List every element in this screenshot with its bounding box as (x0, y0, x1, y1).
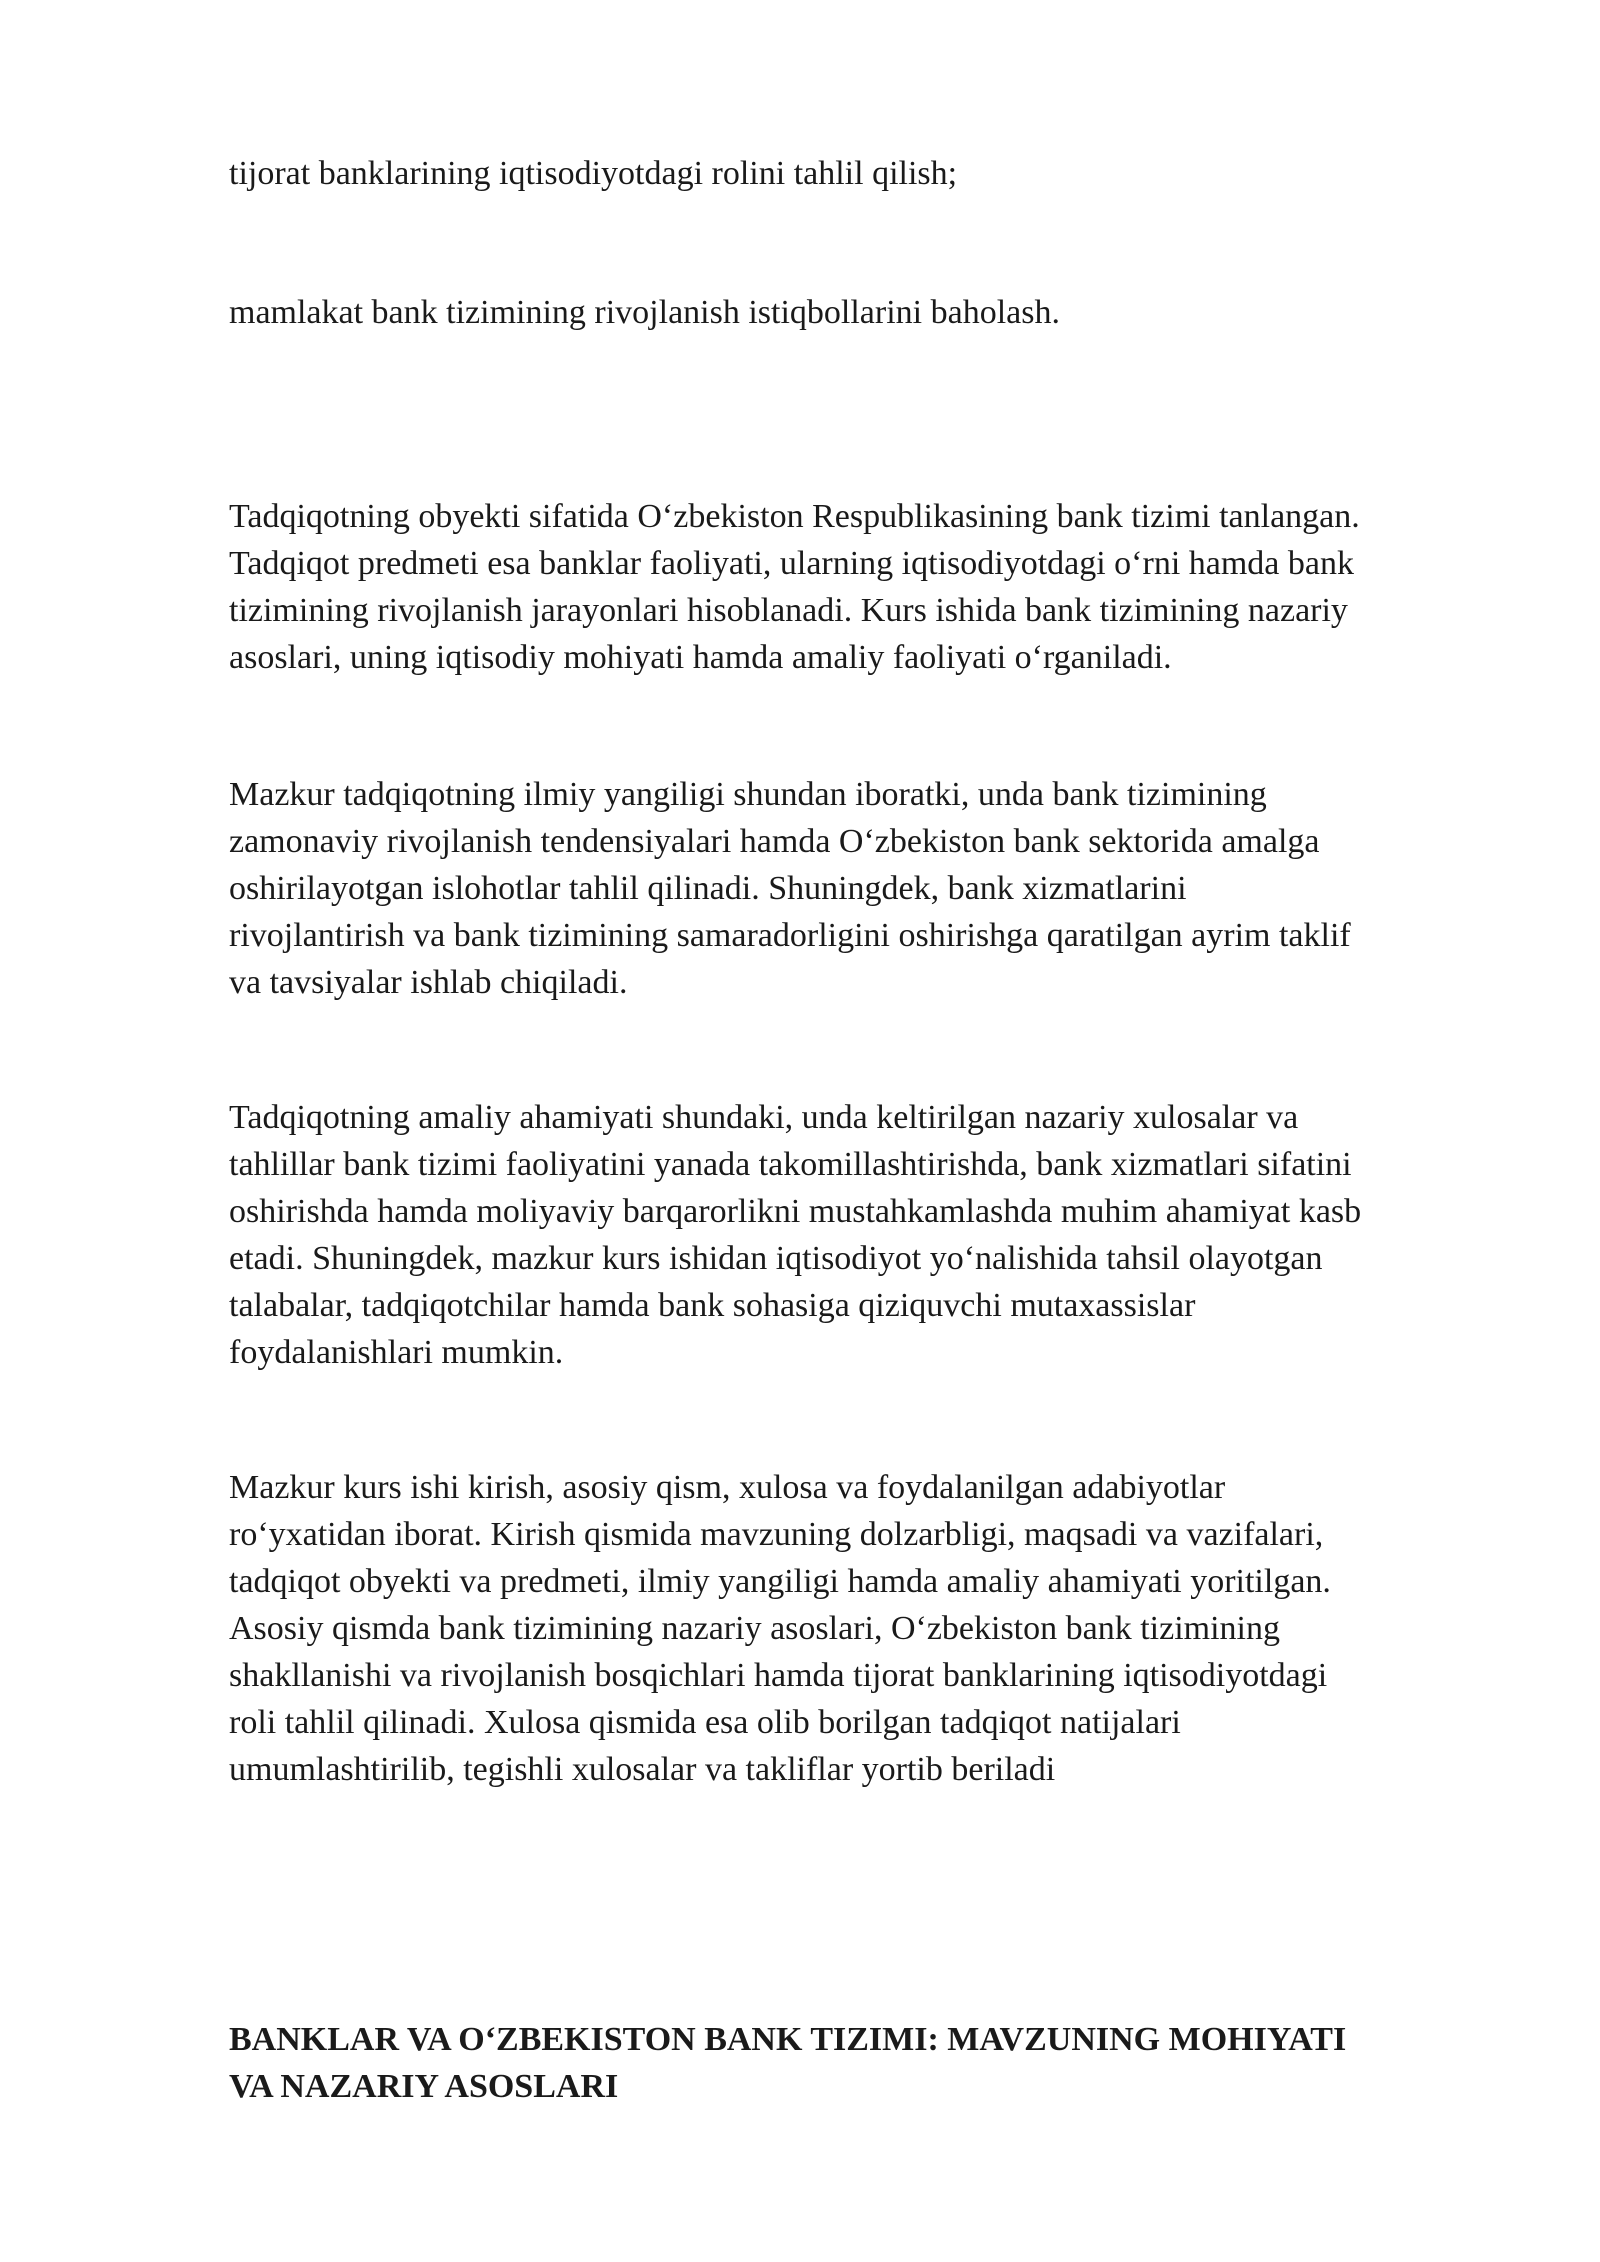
text-line: Asosiy qismda bank tizimining nazariy asoslari, O‘zbekiston bank tizimining (229, 1610, 1280, 1647)
text-line: tizimining rivojlanish jarayonlari hisoblanadi. Kurs ishida bank tizimining nazariy (229, 592, 1348, 629)
paragraph-practical-significance (229, 1094, 1519, 1376)
text-line: Mazkur tadqiqotning ilmiy yangiligi shundan iboratki, unda bank tizimining (229, 776, 1267, 813)
text-line: etadi. Shuningdek, mazkur kurs ishidan iqtisodiyot yo‘nalishida tahsil olayotgan (229, 1240, 1323, 1277)
text-line: talabalar, tadqiqotchilar hamda bank sohasiga qiziquvchi mutaxassislar (229, 1287, 1196, 1324)
text-line: oshirishda hamda moliyaviy barqarorlikni mustahkamlashda muhim ahamiyat kasb (229, 1193, 1362, 1230)
text-line: foydalanishlari mumkin. (229, 1334, 564, 1371)
text-line: shakllanishi va rivojlanish bosqichlari hamda tijorat banklarining iqtisodiyotdagi (229, 1657, 1328, 1694)
paragraph-scientific-novelty (229, 771, 1519, 1006)
paragraph-structure (229, 1464, 1519, 1793)
text-line: oshirilayotgan islohotlar tahlil qilinadi. Shuningdek, bank xizmatlarini (229, 870, 1187, 907)
list-item (229, 150, 1519, 197)
heading-line: VA NAZARIY ASOSLARI (229, 2068, 619, 2105)
text-line: zamonaviy rivojlanish tendensiyalari hamda O‘zbekiston bank sektorida amalga (229, 823, 1320, 860)
text-line: Tadqiqotning amaliy ahamiyati shundaki, unda keltirilgan nazariy xulosalar va (229, 1099, 1299, 1136)
text-line: asoslari, uning iqtisodiy mohiyati hamda amaliy faoliyati o‘rganiladi. (229, 639, 1172, 676)
text-line: va tavsiyalar ishlab chiqiladi. (229, 964, 628, 1001)
text-line: tadqiqot obyekti va predmeti, ilmiy yangiligi hamda amaliy ahamiyati yoritilgan. (229, 1563, 1331, 1600)
paragraph-research-object (229, 493, 1519, 681)
text-line: tahlillar bank tizimi faoliyatini yanada takomillashtirishda, bank xizmatlari sifatini (229, 1146, 1352, 1183)
text-line: Tadqiqotning obyekti sifatida O‘zbekiston Respublikasining bank tizimi tanlangan. (229, 498, 1360, 535)
section-heading (229, 2016, 1529, 2110)
heading-line: BANKLAR VA O‘ZBEKISTON BANK TIZIMI: MAVZUNING MOHIYATI (229, 2021, 1347, 2058)
text-line: rivojlantirish va bank tizimining samaradorligini oshirishga qaratilgan ayrim taklif (229, 917, 1351, 954)
text-line: Tadqiqot predmeti esa banklar faoliyati, ularning iqtisodiyotdagi o‘rni hamda bank (229, 545, 1354, 582)
text-line: tijorat banklarining iqtisodiyotdagi rolini tahlil qilish; (229, 155, 958, 192)
text-line: ro‘yxatidan iborat. Kirish qismida mavzuning dolzarbligi, maqsadi va vazifalari, (229, 1516, 1324, 1553)
text-line: umumlashtirilib, tegishli xulosalar va takliflar yortib beriladi (229, 1751, 1056, 1788)
text-line: mamlakat bank tizimining rivojlanish istiqbollarini baholash. (229, 294, 1060, 331)
text-line: roli tahlil qilinadi. Xulosa qismida esa olib borilgan tadqiqot natijalari (229, 1704, 1181, 1741)
list-item (229, 289, 1519, 336)
text-line: Mazkur kurs ishi kirish, asosiy qism, xulosa va foydalanilgan adabiyotlar (229, 1469, 1226, 1506)
